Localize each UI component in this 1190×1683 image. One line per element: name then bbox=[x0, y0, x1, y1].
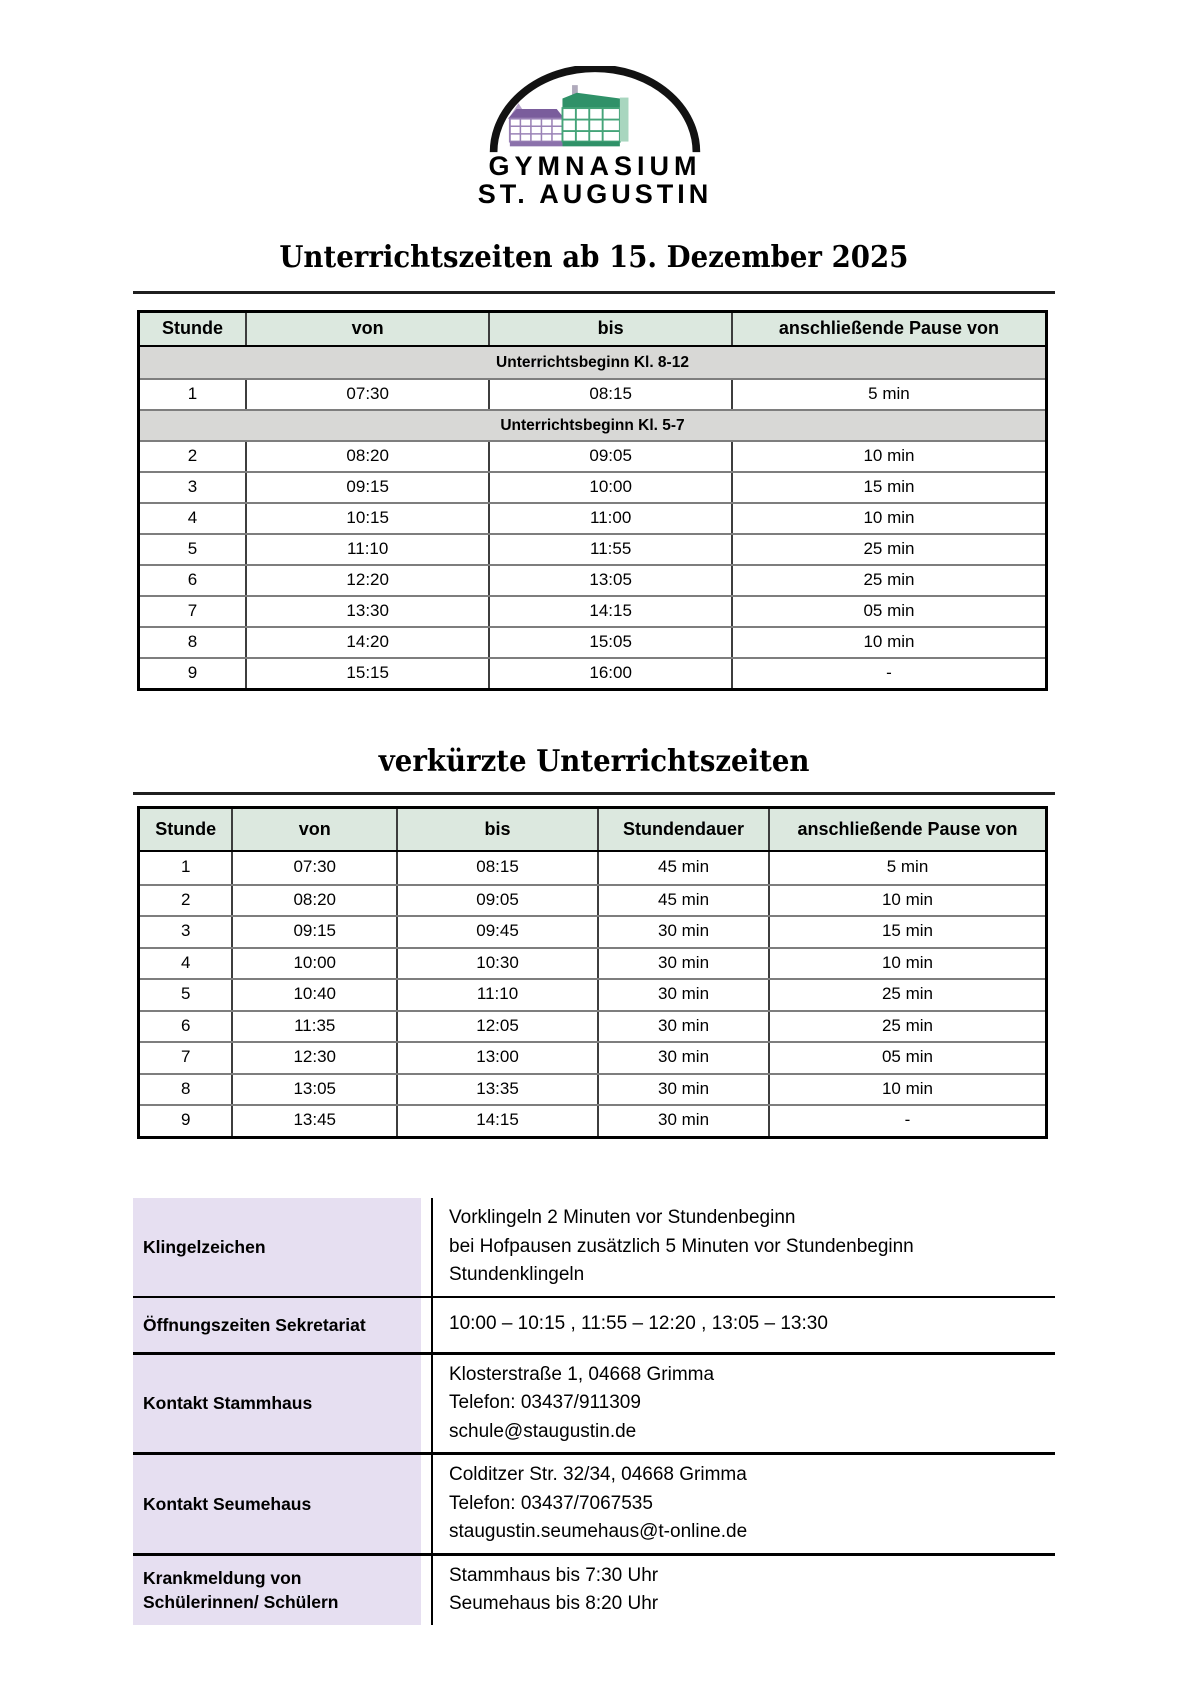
table-row bbox=[140, 947, 1045, 979]
info-line: Telefon: 03437/7067535 bbox=[449, 1492, 653, 1514]
table-cell: 09:45 bbox=[396, 917, 597, 947]
table-cell: 8 bbox=[187, 632, 198, 652]
info-label: Krankmeldung von Schülerinnen/ Schülern bbox=[133, 1556, 421, 1625]
table-row bbox=[140, 626, 1045, 657]
table-cell: 09:05 bbox=[396, 886, 597, 916]
school-building-arch-icon bbox=[475, 66, 715, 154]
table-cell: 13:45 bbox=[231, 1106, 396, 1136]
table-cell: 05 min bbox=[731, 597, 1045, 626]
table-cell: 10:00 bbox=[231, 949, 396, 979]
table-cell: 15:15 bbox=[245, 659, 488, 688]
info-content bbox=[431, 1455, 1055, 1553]
column-header: bis bbox=[396, 809, 597, 850]
info-content bbox=[431, 1198, 1055, 1296]
table-cell: 45 min bbox=[597, 852, 768, 884]
info-label: Kontakt Stammhaus bbox=[133, 1355, 421, 1453]
section-row bbox=[140, 409, 1045, 440]
table-cell: 1 bbox=[180, 857, 191, 877]
table-cell: 13:35 bbox=[396, 1075, 597, 1105]
table-cell: 30 min bbox=[597, 917, 768, 947]
table-cell: 45 min bbox=[597, 886, 768, 916]
table-cell: - bbox=[731, 659, 1045, 688]
table-row bbox=[140, 378, 1045, 409]
table-cell: 13:05 bbox=[488, 566, 731, 595]
table-cell: 15 min bbox=[768, 917, 1045, 947]
table-row bbox=[140, 884, 1045, 916]
table-cell: 7 bbox=[187, 601, 198, 621]
column-header: von bbox=[245, 313, 488, 345]
regular-schedule-table bbox=[137, 310, 1048, 691]
table-row bbox=[140, 1073, 1045, 1105]
table-cell: 30 min bbox=[597, 1043, 768, 1073]
table-cell: 30 min bbox=[597, 949, 768, 979]
info-label-gap bbox=[421, 1556, 431, 1625]
info-label-gap bbox=[421, 1455, 431, 1553]
table-cell: 30 min bbox=[597, 1012, 768, 1042]
column-header: anschließende Pause von bbox=[731, 313, 1045, 345]
shortened-schedule-table bbox=[137, 806, 1048, 1139]
table-cell: 10 min bbox=[768, 949, 1045, 979]
table-cell: 10:15 bbox=[245, 504, 488, 533]
info-content bbox=[431, 1556, 1055, 1625]
table-cell: 25 min bbox=[768, 980, 1045, 1010]
info-row bbox=[133, 1452, 1055, 1553]
table-cell: 13:30 bbox=[245, 597, 488, 626]
table-cell: 10 min bbox=[768, 886, 1045, 916]
table-cell: 11:10 bbox=[396, 980, 597, 1010]
table-cell: 5 min bbox=[731, 380, 1045, 409]
column-header: Stunde bbox=[155, 818, 217, 839]
section-row bbox=[140, 347, 1045, 378]
table-cell: 9 bbox=[187, 663, 198, 683]
table-cell: 12:05 bbox=[396, 1012, 597, 1042]
table-cell: 05 min bbox=[768, 1043, 1045, 1073]
table-row bbox=[140, 533, 1045, 564]
table-cell: 6 bbox=[187, 570, 198, 590]
table-header-row bbox=[140, 809, 1045, 852]
table-cell: 10 min bbox=[731, 504, 1045, 533]
info-line: Klosterstraße 1, 04668 Grimma bbox=[449, 1363, 715, 1385]
table-row bbox=[140, 852, 1045, 884]
table-row bbox=[140, 657, 1045, 688]
table-cell: 2 bbox=[187, 446, 198, 466]
table-row bbox=[140, 1041, 1045, 1073]
info-line: Stammhaus bis 7:30 Uhr bbox=[449, 1564, 659, 1586]
info-label: Öffnungszeiten Sekretariat bbox=[133, 1298, 421, 1352]
table-row bbox=[140, 440, 1045, 471]
table-cell: 08:15 bbox=[488, 380, 731, 409]
info-label-gap bbox=[421, 1355, 431, 1453]
table-cell: 6 bbox=[180, 1015, 191, 1035]
table-cell: 4 bbox=[180, 952, 191, 972]
table-cell: 10:30 bbox=[396, 949, 597, 979]
school-name-line2: ST. AUGUSTIN bbox=[477, 179, 713, 209]
table-row bbox=[140, 1010, 1045, 1042]
column-header: anschließende Pause von bbox=[768, 809, 1045, 850]
shortened-title: verkürzte Unterrichtszeiten bbox=[378, 744, 810, 779]
table-cell: 13:00 bbox=[396, 1043, 597, 1073]
table-cell: 09:15 bbox=[231, 917, 396, 947]
table-cell: 10 min bbox=[768, 1075, 1045, 1105]
table-cell: 9 bbox=[180, 1110, 191, 1130]
info-line: Telefon: 03437/911309 bbox=[449, 1392, 641, 1413]
table-cell: 1 bbox=[187, 384, 198, 404]
table-cell: 13:05 bbox=[231, 1075, 396, 1105]
info-line: Stundenklingeln bbox=[449, 1264, 585, 1285]
table-row bbox=[140, 564, 1045, 595]
table-cell: 16:00 bbox=[488, 659, 731, 688]
info-content bbox=[431, 1298, 1055, 1352]
table-cell: 14:15 bbox=[396, 1106, 597, 1136]
table-header-row bbox=[140, 313, 1045, 347]
table-cell: 30 min bbox=[597, 1106, 768, 1136]
table-cell: 14:20 bbox=[245, 628, 488, 657]
info-line: staugustin.seumehaus@t-online.de bbox=[449, 1521, 748, 1542]
info-row bbox=[133, 1352, 1055, 1453]
table-cell: 07:30 bbox=[231, 852, 396, 884]
table-cell: 12:20 bbox=[245, 566, 488, 595]
column-header: Stundendauer bbox=[597, 809, 768, 850]
info-line: Seumehaus bis 8:20 Uhr bbox=[449, 1593, 659, 1614]
table-cell: 25 min bbox=[768, 1012, 1045, 1042]
shortened-title-divider bbox=[133, 792, 1055, 795]
table-cell: 30 min bbox=[597, 980, 768, 1010]
school-name-line1: GYMNASIUM bbox=[488, 151, 702, 181]
table-cell: 11:35 bbox=[231, 1012, 396, 1042]
table-row bbox=[140, 595, 1045, 626]
column-header: von bbox=[231, 809, 396, 850]
main-title: Unterrichtszeiten ab 15. Dezember 2025 bbox=[279, 240, 909, 275]
table-row bbox=[140, 471, 1045, 502]
info-row bbox=[133, 1296, 1055, 1352]
table-cell: 09:05 bbox=[488, 442, 731, 471]
table-cell: 10:00 bbox=[488, 473, 731, 502]
table-cell: 15 min bbox=[731, 473, 1045, 502]
info-label-gap bbox=[421, 1198, 431, 1296]
info-line: schule@staugustin.de bbox=[449, 1420, 637, 1442]
column-header: Stunde bbox=[161, 318, 223, 339]
info-section bbox=[133, 1198, 1055, 1625]
table-cell: 10:40 bbox=[231, 980, 396, 1010]
table-cell: 11:00 bbox=[488, 504, 731, 533]
section-label: Unterrichtsbeginn Kl. 5-7 bbox=[500, 416, 685, 434]
table-cell: 14:15 bbox=[488, 597, 731, 626]
table-cell: 5 bbox=[187, 539, 198, 559]
table-row bbox=[140, 915, 1045, 947]
table-cell: 8 bbox=[180, 1078, 191, 1098]
table-cell: 12:30 bbox=[231, 1043, 396, 1073]
table-cell: 11:10 bbox=[245, 535, 488, 564]
table-cell: 09:15 bbox=[245, 473, 488, 502]
table-cell: 07:30 bbox=[245, 380, 488, 409]
table-cell: 5 min bbox=[768, 852, 1045, 884]
table-cell: 08:20 bbox=[231, 886, 396, 916]
table-cell: 08:20 bbox=[245, 442, 488, 471]
table-cell: 25 min bbox=[731, 566, 1045, 595]
info-line: 10:00 – 10:15 , 11:55 – 12:20 , 13:05 – 13:30 bbox=[449, 1313, 828, 1335]
table-cell: 15:05 bbox=[488, 628, 731, 657]
table-row bbox=[140, 1104, 1045, 1136]
table-cell: 3 bbox=[187, 477, 198, 497]
info-label: Klingelzeichen bbox=[133, 1198, 421, 1296]
table-cell: 10 min bbox=[731, 628, 1045, 657]
table-cell: 2 bbox=[180, 889, 191, 909]
table-cell: 11:55 bbox=[488, 535, 731, 564]
info-label: Kontakt Seumehaus bbox=[133, 1455, 421, 1553]
title-divider bbox=[133, 291, 1055, 294]
table-row bbox=[140, 978, 1045, 1010]
table-cell: 08:15 bbox=[396, 852, 597, 884]
info-row bbox=[133, 1198, 1055, 1296]
table-cell: 5 bbox=[180, 984, 191, 1004]
table-cell: 4 bbox=[187, 508, 198, 528]
table-cell: 30 min bbox=[597, 1075, 768, 1105]
column-header: bis bbox=[488, 313, 731, 345]
info-line: Vorklingeln 2 Minuten vor Stundenbeginn bbox=[449, 1207, 796, 1228]
table-row bbox=[140, 502, 1045, 533]
info-label-gap bbox=[421, 1298, 431, 1352]
table-cell: 7 bbox=[180, 1047, 191, 1067]
info-row bbox=[133, 1553, 1055, 1625]
table-cell: - bbox=[768, 1106, 1045, 1136]
info-content bbox=[431, 1355, 1055, 1453]
table-cell: 10 min bbox=[731, 442, 1045, 471]
table-cell: 3 bbox=[180, 921, 191, 941]
table-cell: 25 min bbox=[731, 535, 1045, 564]
info-line: bei Hofpausen zusätzlich 5 Minuten vor Stundenbeginn bbox=[449, 1235, 914, 1257]
info-line: Colditzer Str. 32/34, 04668 Grimma bbox=[449, 1464, 747, 1485]
school-logo bbox=[0, 66, 1190, 208]
section-label: Unterrichtsbeginn Kl. 8-12 bbox=[496, 353, 689, 371]
